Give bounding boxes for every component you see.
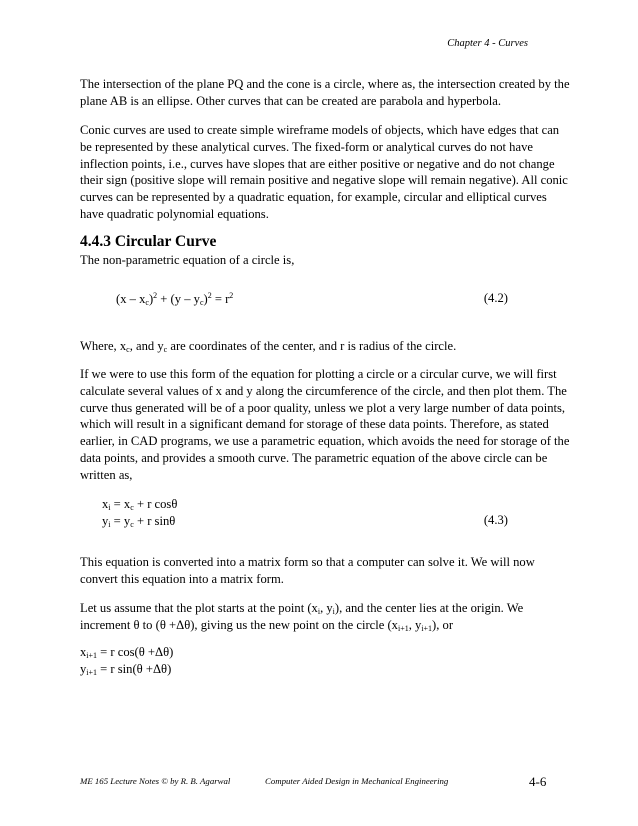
equation-next-y: $y_{i+1} = r$ sin(θ +Δθ) [80,661,172,677]
paragraph-parametric-intro: If we were to use this form of the equation for plotting a circle or a circular curve, we will first calculate several values of x and y along the circumference of the circle, and then plot them. The curve thus generated will be of a poor quality, unless we plot a very large number of data points, which will result in a significant demand for storage of these data points. Therefore, as stated earlier, in CAD programs, we use a parametric equation, which avoids the need for storage of the data points, and provides a smooth curve. The parametric equation of the above circle can be written as, [80,367,570,482]
where-line: Where, $x_c$, and $y_c$ are coordinates of the center, and r is radius of the circle. [80,339,457,354]
section-intro: The non-parametric equation of a circle is, [80,253,295,267]
footer-left: ME 165 Lecture Notes © by R. B. Agarwal [80,776,231,786]
equation-4-2: $(x - x_c)^2 + (y - y_c)^2 = r^2$ [116,291,234,307]
equation-4-3-line-x: $x_i = x_c + r$ cosθ [102,497,178,512]
footer-center: Computer Aided Design in Mechanical Engineering [265,776,449,786]
equation-4-3-line-y: $y_i = y_c + r$ sinθ [102,513,176,529]
paragraph-matrix-form: This equation is converted into a matrix form so that a computer can solve it. We will now convert this equation into a matrix form. [80,555,535,586]
equation-4-3 [102,496,177,530]
chapter-header: Chapter 4 - Curves [447,38,528,49]
equation-number-4-3: (4.3) [483,513,508,527]
page-number: 4-6 [529,774,547,789]
section-heading: 4.4.3 Circular Curve [80,233,217,250]
paragraph-conic-intersection: The intersection of the plane PQ and the cone is a circle, where as, the intersection created by the plane AB is an ellipse. Other curves that can be created are parabola and hyperbola. [80,77,570,108]
equation-next-x: $x_{i+1} = r$ cos(θ +Δθ) [80,645,174,660]
paragraph-increment: Let us assume that the plot starts at the point ($x_i$, $y_i$), and the center lies at the origin. We increment θ to (θ +Δθ), giving us the new point on the circle ($x_{i+1}$, $y_{i+1}$), or [80,601,524,633]
equation-next-point [80,644,173,678]
paragraph-conic-curves: Conic curves are used to create simple wireframe models of objects, which have edges that can be represented by these analytical curves. The fixed-form or analytical curves do not have inflection points, i.e., curves have slopes that are either positive or negative and do not change their sign (positive slope will remain positive and negative slope will remain negative). All conic curves can be represented by a quadratic equation, for example, circular and elliptical curves have quadratic polynomial equations. [80,123,568,221]
equation-number-4-2: (4.2) [483,291,508,305]
